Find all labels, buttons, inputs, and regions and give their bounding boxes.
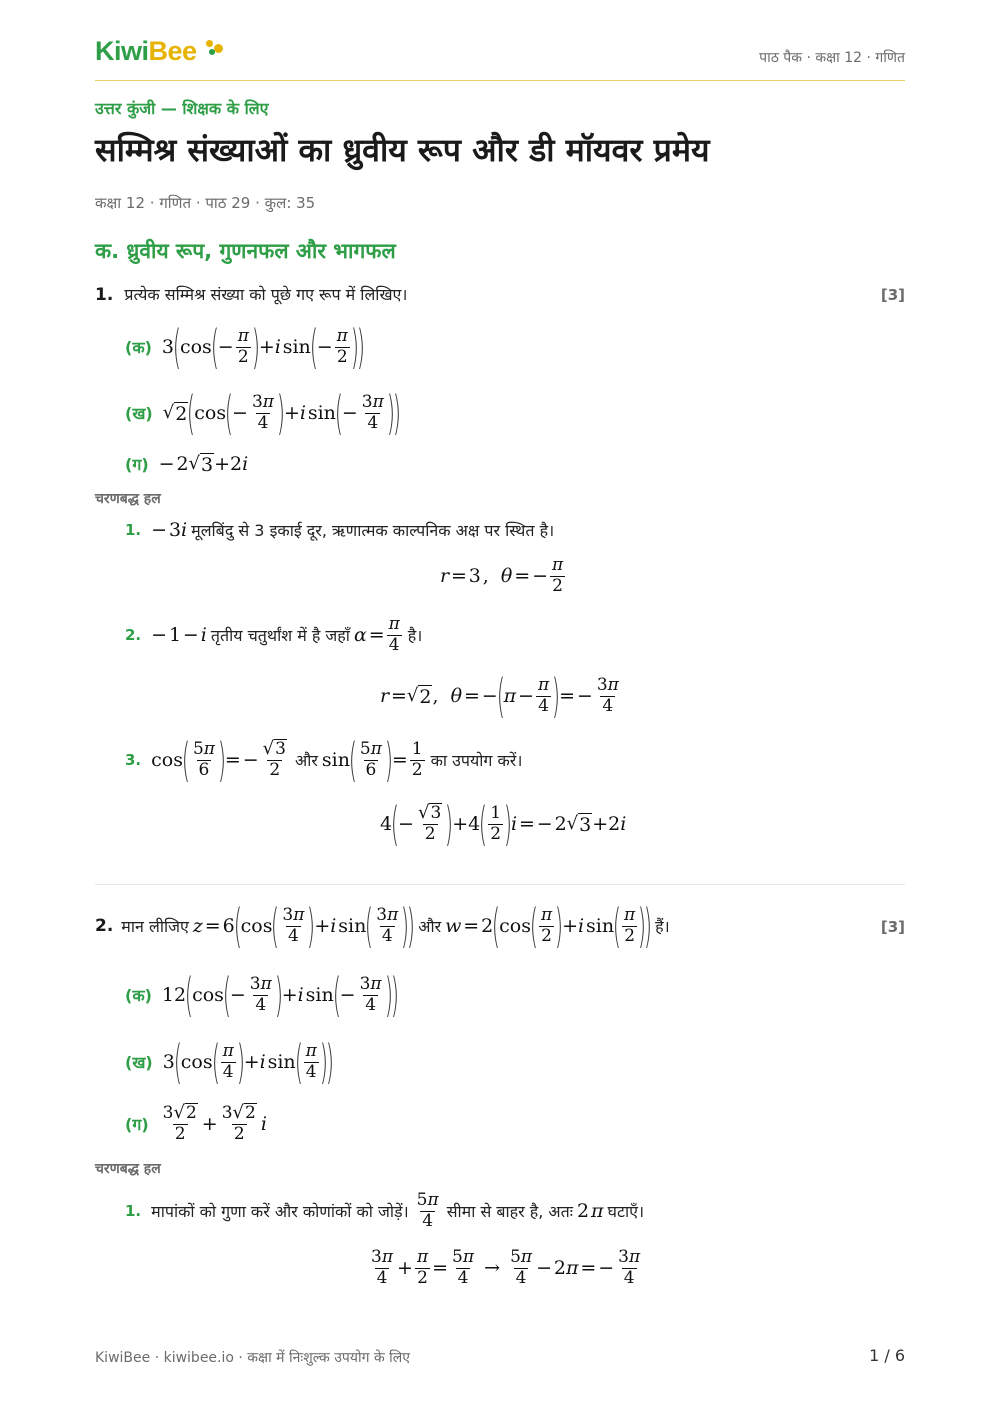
q1-step-1: 1. − 3 i मूलबिंदु से 3 इकाई दूर, ऋणात्मक काल्पनिक अक्ष पर स्थित है।: [125, 519, 555, 541]
q1-step-2: 2. − 1 − i तृतीय चतुर्थांश में है जहाँ α = $\frac{\pi}{4}$ है।: [125, 613, 423, 655]
question-divider: [95, 884, 905, 885]
question-1: 1. प्रत्येक सम्मिश्र संख्या को पूछे गए रूप में लिखिए।: [95, 285, 408, 305]
q1-option-b: (ख) √ 2 ( cos ( − $\frac{3\pi}{4}$ ) + i sin ( − $\frac{3\pi}{4}$ ) ): [125, 386, 401, 440]
bee-dots-icon: [206, 40, 228, 56]
q1-option-a: (क) 3 ( cos ( − $\frac{\pi}{2}$ ) + i sin ( − $\frac{\pi}{2}$ ) ): [125, 320, 365, 374]
brand-logo: KiwiBee: [95, 36, 228, 67]
worksheet-page: [95, 0, 905, 1413]
q1-option-c: (ग) − 2 √ 3 +2 i: [125, 452, 249, 476]
q2-option-c: (ग) 3 √ 2 2 + 3 √ 2 2 i: [125, 1102, 267, 1145]
page-number: 1 / 6: [869, 1346, 905, 1365]
page-title: सम्मिश्र संख्याओं का ध्रुवीय रूप और डी मॉयवर प्रमेय: [95, 131, 710, 169]
q2-answer-b: 3 ( cos ( $\frac{\pi}{4}$ ) + i sin ( $\frac{\pi}{4}$ ) ): [162, 1035, 334, 1089]
q2-steps-title: चरणबद्ध हल: [95, 1161, 161, 1177]
q2-marks: [3]: [880, 918, 905, 936]
q2-answer-a: 12 ( cos ( − $\frac{3\pi}{4}$ ) + i sin ( − $\frac{3\pi}{4}$ ) ): [161, 968, 399, 1022]
q2-answer-c: 3 √ 2 2 + 3 √ 2 2 i: [162, 1102, 267, 1145]
q2-step-1-equation: $\frac{3\pi}{4}$ + $\frac{\pi}{2}$ = $\frac{5\pi}{4}$ → $\frac{5\pi}{4}$ − 2 π = − $\frac{3\pi}{4}$: [371, 1246, 641, 1288]
q1-step-2-equation: r = √ 2 , θ = − ( π − $\frac{\pi}{4}$ ) = − $\frac{3\pi}{4}$: [380, 669, 619, 723]
header-divider: [95, 80, 905, 81]
q1-step-3-equation: 4 ( − √ 3 2 ) +4 ( $\frac{1}{2}$ ) i = − 2 √ 3 +2 i: [380, 797, 627, 851]
section-heading-a: क. ध्रुवीय रूप, गुणनफल और भागफल: [95, 239, 396, 263]
q1-steps-title: चरणबद्ध हल: [95, 491, 161, 507]
q1-step-3: 3. cos ( $\frac{5\pi}{6}$ ) = − √ 3 2 और sin ( $\frac{5\pi}{6}$ ) = $\frac{1}{2}$ का उपयोग करें।: [125, 733, 523, 787]
question-2: 2. मान लीजिए z = 6 ( cos ( $\frac{3\pi}{4}$ ) + i sin ( $\frac{3\pi}{4}$ ) ) और w = 2 ( cos ( $\frac{\pi}{2}$ ) + i sin ( $\frac{\pi}{2}$ ) ) हैं।: [95, 899, 670, 953]
q1-answer-c: − 2 √ 3 +2 i: [158, 452, 249, 476]
q2-option-a: (क) 12 ( cos ( − $\frac{3\pi}{4}$ ) + i sin ( − $\frac{3\pi}{4}$ ) ): [125, 968, 399, 1022]
q1-marks: [3]: [880, 286, 905, 304]
q1-step-1-equation: r = 3 , θ = − $\frac{\pi}{2}$: [440, 554, 564, 596]
q2-option-b: (ख) 3 ( cos ( $\frac{\pi}{4}$ ) + i sin ( $\frac{\pi}{4}$ ) ): [125, 1035, 334, 1089]
q2-step-1: 1. मापांकों को गुणा करें और कोणांकों को जोड़ें। $\frac{5\pi}{4}$ सीमा से बाहर है, अतः 2 π घटाएँ।: [125, 1189, 645, 1231]
answer-key-label: उत्तर कुंजी — शिक्षक के लिए: [95, 99, 269, 118]
q1-answer-b: √ 2 ( cos ( − $\frac{3\pi}{4}$ ) + i sin ( − $\frac{3\pi}{4}$ ) ): [162, 386, 401, 440]
q1-answer-a: 3 ( cos ( − $\frac{\pi}{2}$ ) + i sin ( − $\frac{\pi}{2}$ ) ): [161, 320, 365, 374]
header-course-info: पाठ पैक · कक्षा 12 · गणित: [759, 50, 905, 66]
page-meta: कक्षा 12 · गणित · पाठ 29 · कुल: 35: [95, 194, 316, 212]
footer-brand: KiwiBee · kiwibee.io · कक्षा में निःशुल्क उपयोग के लिए: [95, 1350, 411, 1366]
